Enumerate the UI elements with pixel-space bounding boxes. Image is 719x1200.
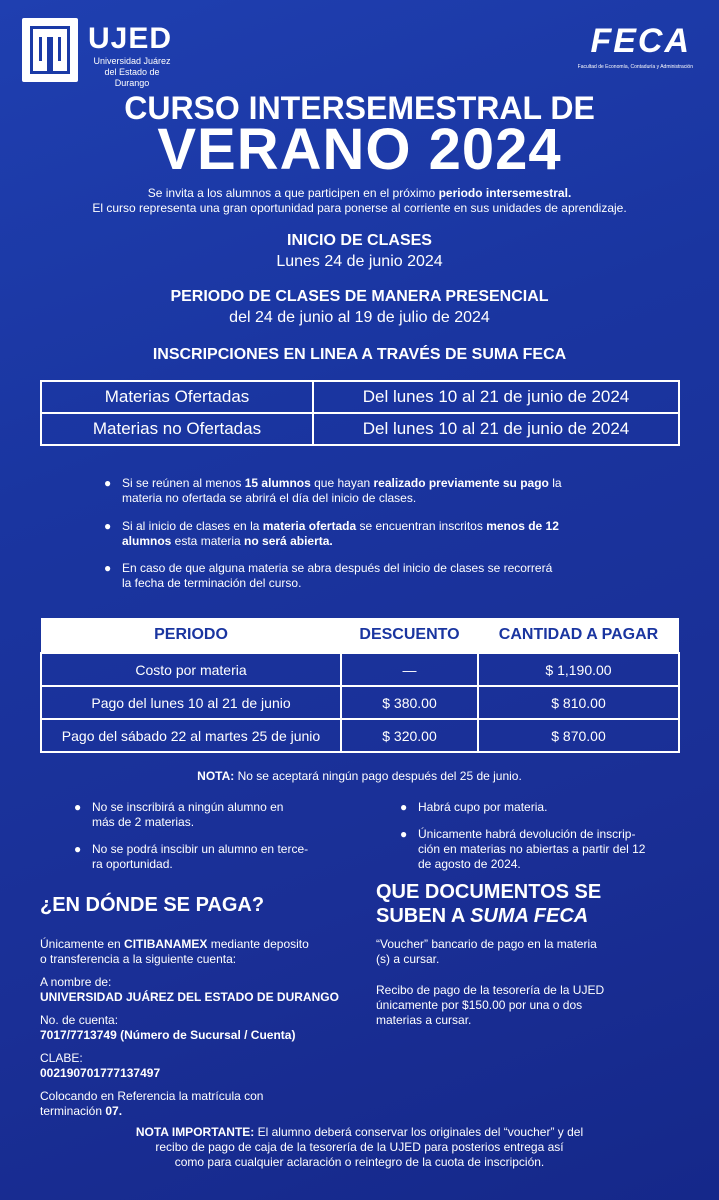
inicio-date: Lunes 24 de junio 2024 [276,253,443,270]
cell-periodo: Pago del lunes 10 al 21 de junio [41,686,341,719]
feca-logo: FECA [590,22,691,60]
table-row [41,413,679,445]
table-header [41,618,679,653]
cell-descuento: — [341,653,478,686]
bullet-2: ● Si al inicio de clases en la materia ofertada se encuentran inscritos menos de 12 alumnos esta materia no será abierta. [104,519,559,548]
intro-text: Se invita a los alumnos a que participen en el próximo periodo intersemestral. El curso representa una gran oportunidad para ponerse al corriente en sus unidades de aprendizaje. [92,186,627,215]
header-periodo: PERIODO [41,618,341,653]
inscripciones-table [40,380,680,446]
documentos-text: “Voucher” bancario de pago en la materia (s) a cursar. Recibo de pago de la tesorería de la UJED únicamente por $150.00 por una o dos materias a cursar. [376,937,605,1027]
periodo-title: PERIODO DE CLASES DE MANERA PRESENCIAL [170,288,549,305]
header-cantidad: CANTIDAD A PAGAR [478,618,679,653]
documentos-title: QUE DOCUMENTOS SE SUBEN A SUMA FECA [376,881,602,927]
cell-descuento: $ 380.00 [341,686,478,719]
bullet-3: ● En caso de que alguna materia se abra después del inicio de clases se recorrerá la fecha de terminación del curso. [104,561,553,590]
pago-text: Únicamente en CITIBANAMEX mediante deposito o transferencia a la siguiente cuenta: A nombre de: UNIVERSIDAD JUÁREZ DEL ESTADO DE DURANGO No. de cuenta: 7017/7713749 (Número de Sucursal / Cuenta) CLABE: 002190701777137497 Colocando en Referencia la matrícula con terminación 07. [40,937,339,1118]
nota-importante: NOTA IMPORTANTE: El alumno deberá conservar los originales del “voucher” y del recibo de pago de caja de la tesorería de la UJED para posterios entrega así como para cualquier aclaración o reintegro de la cuota de inscripción. [135,1125,584,1169]
table-row [41,381,679,413]
ujed-wordmark: UJED [88,22,173,55]
row-value: Del lunes 10 al 21 de junio de 2024 [313,413,679,445]
row-label: Materias no Ofertadas [41,413,313,445]
row-value: Del lunes 10 al 21 de junio de 2024 [313,381,679,413]
periodo-date: del 24 de junio al 19 de julio de 2024 [229,309,490,326]
title-line-1: CURSO INTERSEMESTRAL DE [124,90,595,126]
ujed-subtitle: Universidad Juárez del Estado de Durango [93,56,171,88]
right-bullet-2: ● Únicamente habrá devolución de inscrip- ción en materias no abiertas a partir del 12 de agosto de 2024. [400,827,646,871]
header-descuento: DESCUENTO [341,618,478,653]
ujed-logo [22,18,78,82]
cell-periodo: Pago del sábado 22 al martes 25 de junio [41,719,341,752]
right-bullet-1: ● Habrá cupo por materia. [400,800,548,814]
title-line-2: VERANO 2024 [157,117,562,182]
table-row [41,653,679,686]
bullet-1: ● Si se reúnen al menos 15 alumnos que hayan realizado previamente su pago la materia no ofertada se abrirá el día del inicio de clases. [104,476,562,505]
cell-cantidad: $ 810.00 [478,686,679,719]
left-bullet-2: ● No se podrá inscibir un alumno en terce- ra oportunidad. [74,842,309,871]
table-row [41,686,679,719]
inscripciones-title: INSCRIPCIONES EN LINEA A TRAVÉS DE SUMA FECA [152,346,567,363]
cell-descuento: $ 320.00 [341,719,478,752]
left-bullet-1: ● No se inscribirá a ningún alumno en más de 2 materias. [74,800,284,829]
cell-cantidad: $ 870.00 [478,719,679,752]
table-row [41,719,679,752]
row-label: Materias Ofertadas [41,381,313,413]
inicio-title: INICIO DE CLASES [287,232,432,249]
descuentos-table [40,618,680,753]
cell-cantidad: $ 1,190.00 [478,653,679,686]
nota-pago: NOTA: No se aceptará ningún pago después del 25 de junio. [197,769,522,783]
pago-title: ¿EN DÓNDE SE PAGA? [40,894,265,916]
cell-periodo: Costo por materia [41,653,341,686]
feca-subtitle: Facultad de Economía, Contaduría y Administración [577,64,693,70]
